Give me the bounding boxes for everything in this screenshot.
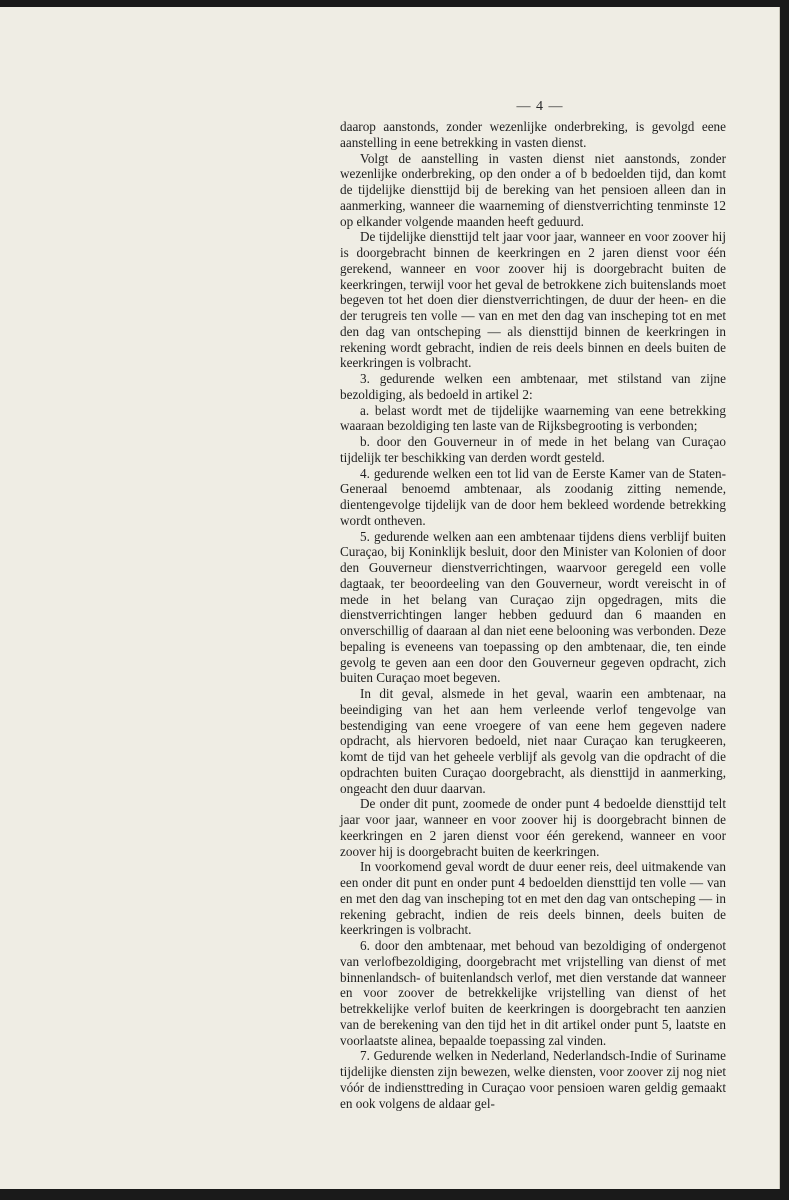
paragraph: De tijdelijke diensttijd telt jaar voor jaar, wanneer en voor zoover hij is doorgebracht binnen de keerkringen en 2 jaren dienst voor één gerekend, wanneer en voor zoover hij is doorgebracht buiten de keerkringen, terwijl voor het geval de betrokkene zich buitenslands moet begeven tot het doen dier dienstverrichtingen, de duur der heen- en die der terugreis ten volle — van en met den dag van inscheping tot en met den dag van ontscheping — als diensttijd binnen de keerkringen in rekening wordt gebracht, indien de reis deels binnen en deels buiten de keerkringen is volbracht.	[340, 229, 726, 371]
body-text	[340, 119, 726, 1111]
paragraph: 4. gedurende welken een tot lid van de Eerste Kamer van de Staten-Generaal benoemd ambtenaar, als zoodanig zitting nemende, dientengevolge tijdelijk van de door hem bekleed wordende betrekking wordt ontheven.	[340, 465, 726, 528]
paragraph: 5. gedurende welken aan een ambtenaar tijdens diens verblijf buiten Curaçao, bij Koninklijk besluit, door den Minister van Kolonien of door den Gouverneur dienstverrichtingen, waarvoor geregeld een volle dagtaak, ter beoordeeling van den Gouverneur, wordt vereischt in of mede in het belang van Curaçao zijn opgedragen, mits die dienstverrichtingen langer hebben geduurd dan 6 maanden en onverschillig of daaraan al dan niet eene belooning was verbonden. Deze bepaling is eveneens van toepassing op den ambtenaar, die, ten einde gevolg te geven aan een door den Gouverneur gegeven opdracht, zich buiten Curaçao moet begeven.	[340, 528, 726, 686]
paragraph: In voorkomend geval wordt de duur eener reis, deel uitmakende van een onder dit punt en onder punt 4 bedoelden diensttijd ten volle — van en met den dag van inscheping tot en met den dag van ontscheping — in rekening gebracht, indien de reis deels binnen, deels buiten de keerkringen is volbracht.	[340, 859, 726, 938]
paragraph: daarop aanstonds, zonder wezenlijke onderbreking, is gevolgd eene aanstelling in eene betrekking in vasten dienst.	[340, 119, 726, 150]
document-page	[0, 7, 780, 1189]
paragraph: De onder dit punt, zoomede de onder punt 4 bedoelde diensttijd telt jaar voor jaar, wanneer en voor zoover hij is doorgebracht binnen de keerkringen en 2 jaren dienst voor één gerekend, wanneer en voor zoover hij is doorgebracht buiten de keerkringen.	[340, 796, 726, 859]
page-number: — 4 —	[516, 99, 564, 114]
paragraph: a. belast wordt met de tijdelijke waarneming van eene betrekking waaraan bezoldiging ten laste van de Rijksbegrooting is verbonden;	[340, 402, 726, 434]
paragraph: 7. Gedurende welken in Nederland, Nederlandsch-Indie of Suriname tijdelijke diensten zijn bewezen, welke diensten, voor zoover zij nog niet vóór de indiensttreding in Curaçao voor pensioen waren geldig gemaakt en ook volgens de aldaar gel-	[340, 1048, 726, 1111]
paragraph: 6. door den ambtenaar, met behoud van bezoldiging of ondergenot van verlofbezoldiging, doorgebracht met vrijstelling van dienst of met binnenlandsch- of buitenlandsch verlof, met dien verstande dat wanneer en voor zoover de betrekkelijke vrijstelling van dienst of het betrekkelijke verlof buiten de keerkringen is doorgebracht ten aanzien van de berekening van den tijd het in dit artikel onder punt 5, laatste en voorlaatste alinea, bepaalde toepassing zal vinden.	[340, 938, 726, 1048]
paragraph: 3. gedurende welken een ambtenaar, met stilstand van zijne bezoldiging, als bedoeld in artikel 2:	[340, 371, 726, 402]
paragraph: In dit geval, alsmede in het geval, waarin een ambtenaar, na beeindiging van het aan hem verleende verlof tengevolge van bestendiging van eene vroegere of van eene hem gegeven nadere opdracht, als hiervoren bedoeld, niet naar Curaçao kan terugkeeren, komt de tijd van het geheele verblijf als gevolg van die opdracht of die opdrachten buiten Curaçao doorgebracht, als diensttijd in aanmerking, ongeacht den duur daarvan.	[340, 686, 726, 796]
paragraph: Volgt de aanstelling in vasten dienst niet aanstonds, zonder wezenlijke onderbreking, op den onder a of b bedoelden tijd, dan komt de tijdelijke diensttijd bij de bereking van het pensioen alleen dan in aanmerking, wanneer die waarneming of dienstverrichting tenminste 12 op elkander volgende maanden heeft geduurd.	[340, 150, 726, 229]
paragraph: b. door den Gouverneur in of mede in het belang van Curaçao tijdelijk ter beschikking van derden wordt gesteld.	[340, 434, 726, 465]
